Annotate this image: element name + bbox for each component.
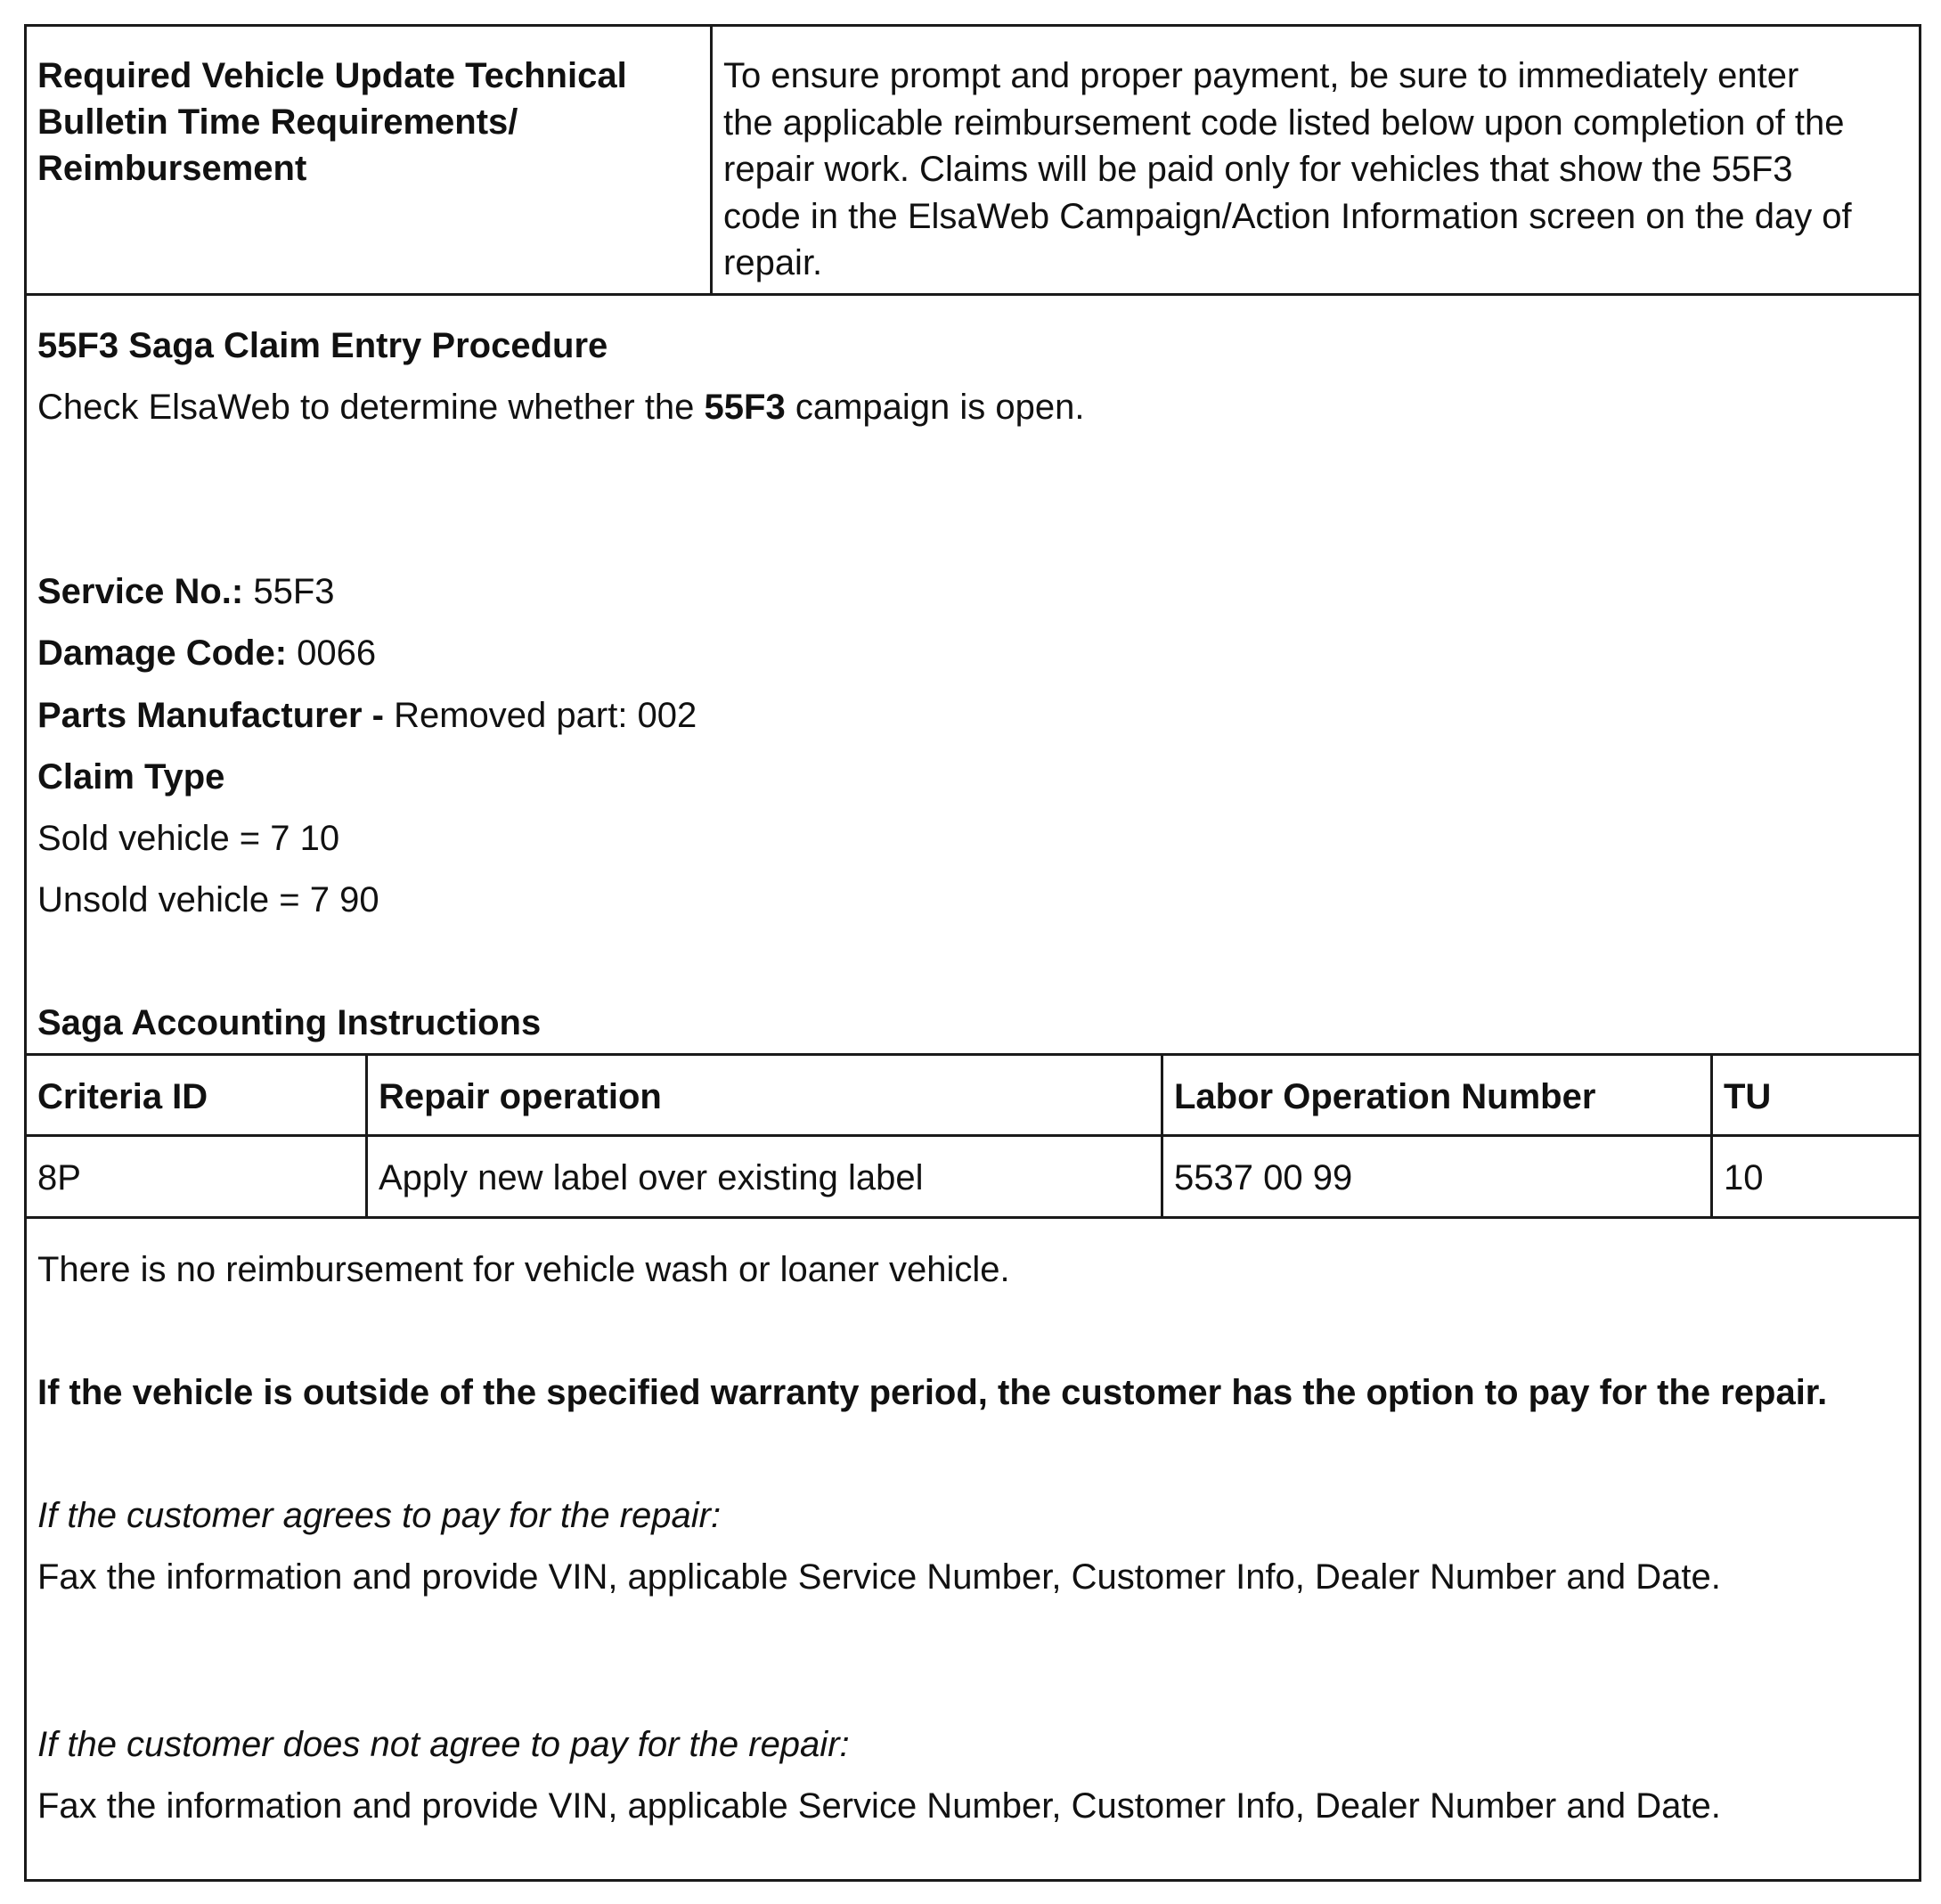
cell-criteria-id: 8P <box>27 1137 368 1216</box>
column-header-repair-operation: Repair operation <box>368 1056 1163 1134</box>
agrees-heading: If the customer agrees to pay for the repair: <box>37 1496 722 1535</box>
parts-manufacturer-label: Parts Manufacturer - <box>37 696 384 735</box>
header-title-line: Reimbursement <box>37 149 307 188</box>
claim-type-sold: Sold vehicle = 7 10 <box>37 819 340 858</box>
header-intro-line: the applicable reimbursement code listed below upon completion of the <box>723 102 1845 143</box>
service-number-value: 55F3 <box>243 572 335 611</box>
header-row <box>27 27 1919 296</box>
header-intro <box>713 27 1919 293</box>
no-reimbursement-note: There is no reimbursement for vehicle wash or loaner vehicle. <box>37 1250 1010 1289</box>
accounting-table <box>27 1053 1919 1219</box>
disagrees-instructions: Fax the information and provide VIN, applicable Service Number, Customer Info, Dealer Number and Date. <box>37 1786 1721 1826</box>
bulletin-document <box>24 24 1921 1882</box>
campaign-check-prefix: Check ElsaWeb to determine whether the <box>37 388 705 427</box>
campaign-check-suffix: campaign is open. <box>785 388 1085 427</box>
warranty-notice: If the vehicle is outside of the specified warranty period, the customer has the option to pay for the repair. <box>37 1373 1828 1412</box>
cell-repair-operation: Apply new label over existing label <box>368 1137 1163 1216</box>
cell-tu: 10 <box>1724 1157 1764 1197</box>
procedure-heading: 55F3 Saga Claim Entry Procedure <box>37 326 608 365</box>
damage-code-value: 0066 <box>287 633 377 673</box>
parts-manufacturer <box>37 694 697 737</box>
column-header-tu: TU <box>1724 1077 1772 1116</box>
table-header-row <box>27 1056 1919 1137</box>
header-title <box>27 27 713 293</box>
accounting-heading: Saga Accounting Instructions <box>37 1003 542 1042</box>
service-number <box>37 570 335 613</box>
header-title-line: Required Vehicle Update Technical <box>37 56 627 95</box>
header-intro-line: To ensure prompt and proper payment, be sure to immediately enter <box>723 56 1799 95</box>
campaign-code: 55F3 <box>704 388 786 427</box>
column-header-criteria-id: Criteria ID <box>27 1056 368 1134</box>
disagrees-heading: If the customer does not agree to pay for the repair: <box>37 1725 850 1764</box>
table-row <box>27 1137 1919 1216</box>
header-intro-line: repair. <box>723 243 823 282</box>
agrees-instructions: Fax the information and provide VIN, applicable Service Number, Customer Info, Dealer Number and Date. <box>37 1557 1721 1597</box>
header-intro-line: code in the ElsaWeb Campaign/Action Information screen on the day of <box>723 196 1852 236</box>
claim-type-label: Claim Type <box>37 757 225 797</box>
cell-labor-operation-number: 5537 00 99 <box>1163 1137 1713 1216</box>
parts-manufacturer-value: Removed part: 002 <box>383 696 697 735</box>
header-intro-line: repair work. Claims will be paid only for vehicles that show the 55F3 <box>723 150 1793 189</box>
claim-type-unsold: Unsold vehicle = 7 90 <box>37 880 379 919</box>
campaign-check-text <box>37 386 1084 429</box>
header-title-line: Bulletin Time Requirements/ <box>37 102 518 142</box>
damage-code-label: Damage Code: <box>37 633 288 673</box>
column-header-labor-operation-number: Labor Operation Number <box>1163 1056 1713 1134</box>
service-number-label: Service No.: <box>37 572 244 611</box>
damage-code <box>37 632 376 674</box>
